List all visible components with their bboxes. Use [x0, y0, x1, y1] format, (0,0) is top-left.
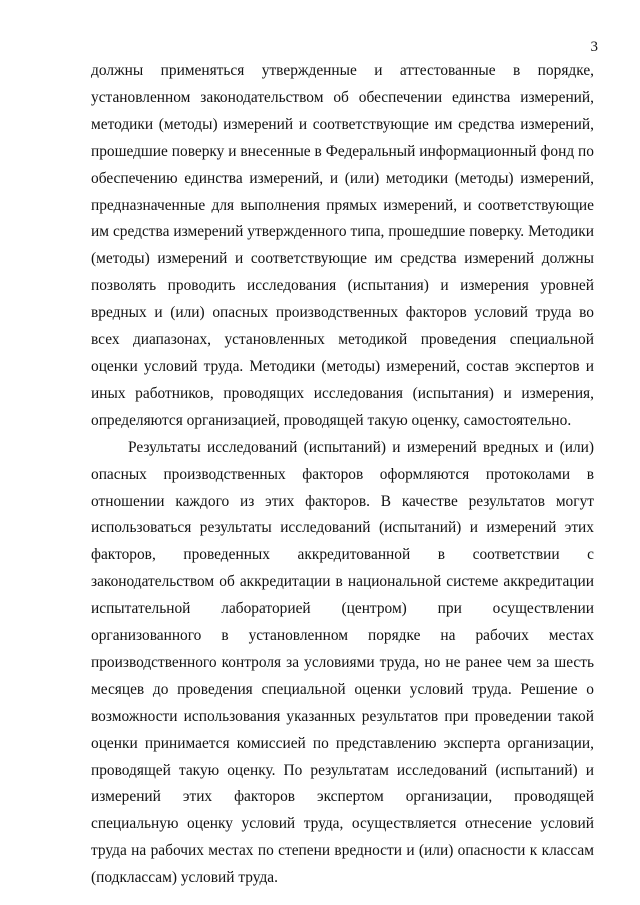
- page-number: 3: [590, 39, 598, 55]
- document-body: [91, 58, 594, 892]
- paragraph-continuation: должны применяться утвержденные и аттестованные в порядке, установленном законодательством об обеспечении единства измерений, методики (методы) измерений и соответствующие им средства измерений, прошедшие поверку и внесенные в Федеральный информационный фонд по обеспечению единства измерений, и (или) методики (методы) измерений, предназначенные для выполнения прямых измерений, и соответствующие им средства измерений утвержденного типа, прошедшие поверку. Методики (методы) измерений и соответствующие им средства измерений должны позволять проводить исследования (испытания) и измерения уровней вредных и (или) опасных производственных факторов условий труда во всех диапазонах, установленных методикой проведения специальной оценки условий труда. Методики (методы) измерений, состав экспертов и иных работников, проводящих исследования (испытания) и измерения, определяются организацией, проводящей такую оценку, самостоятельно.: [91, 62, 594, 429]
- paragraph-results: Результаты исследований (испытаний) и измерений вредных и (или) опасных производственных факторов оформляются протоколами в отношении каждого из этих факторов. В качестве результатов могут использоваться результаты исследований (испытаний) и измерений этих факторов, проведенных аккредитованной в соответствии с законодательством об аккредитации в национальной системе аккредитации испытательной лабораторией (центром) при осуществлении организованного в установленном порядке на рабочих местах производственного контроля за условиями труда, но не ранее чем за шесть месяцев до проведения специальной оценки условий труда. Решение о возможности использования указанных результатов при проведении такой оценки принимается комиссией по представлению эксперта организации, проводящей такую оценку. По результатам исследований (испытаний) и измерений этих факторов экспертом организации, проводящей специальную оценку условий труда, осуществляется отнесение условий труда на рабочих местах по степени вредности и (или) опасности к классам (подклассам) условий труда.: [91, 438, 594, 887]
